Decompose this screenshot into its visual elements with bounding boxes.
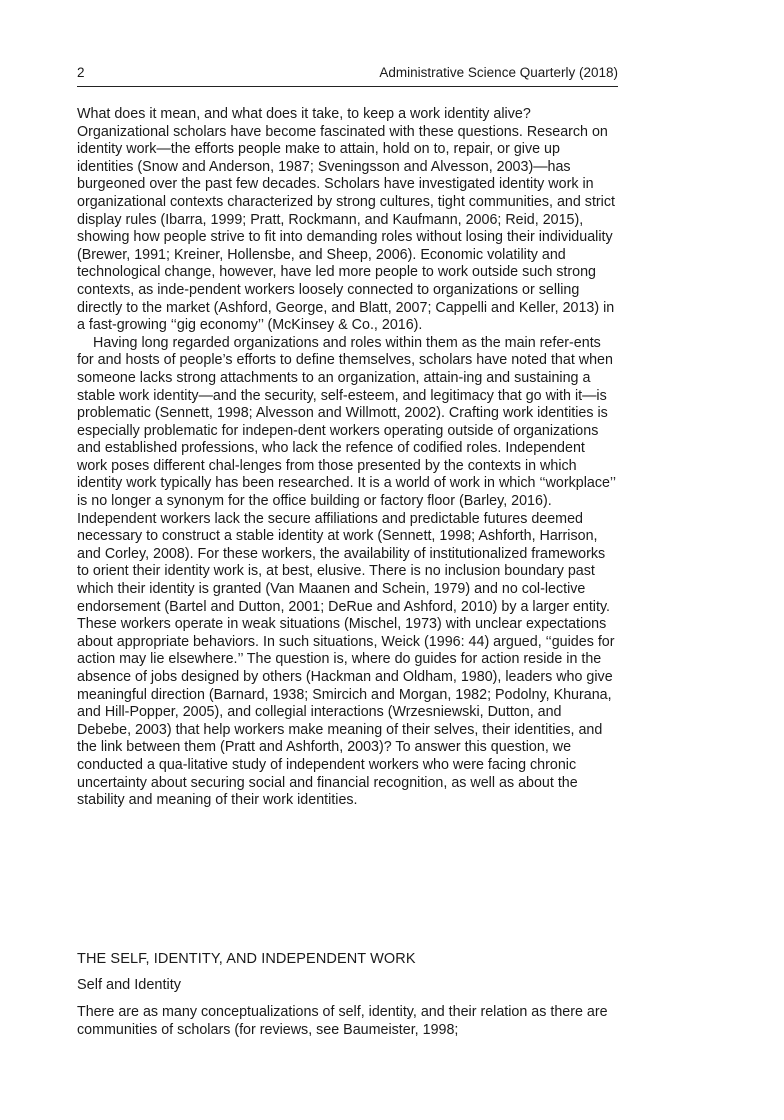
body-text xyxy=(77,106,618,810)
paragraph: Having long regarded organizations and roles within them as the main refer-ents for and hosts of people’s efforts to define themselves, scholars have noted that when someone lacks strong attachments to an organization, attain-ing and sustaining a stable work identity—and the security, self-esteem, and legitimacy that go with it—is problematic (Sennett, 1998; Alvesson and Willmott, 2002). Crafting work identities is especially problematic for indepen-dent workers operating outside of organizations and established professions, who lack the refence of codified roles. Independent work poses different chal-lenges from those presented by the contexts in which identity work typically has been researched. It is a world of work in which ‘‘workplace’’ is no longer a synonym for the office building or factory floor (Barley, 2016). Independent workers lack the secure affiliations and predictable futures deemed necessary to construct a stable identity at work (Sennett, 1998; Ashforth, Harrison, and Corley, 2008). For these workers, the availability of institutionalized frameworks to orient their identity work is, at best, elusive. There is no inclusion boundary past which their identity is granted (Van Maanen and Schein, 1979) and no col-lective endorsement (Bartel and Dutton, 2001; DeRue and Ashford, 2010) by a larger entity. These workers operate in weak situations (Mischel, 1973) with unclear expectations about appropriate behaviors. In such situations, Weick (1996: 44) argued, ‘‘guides for action may lie elsewhere.’’ The question is, where do guides for action reside in the absence of jobs designed by others (Hackman and Oldham, 1980), leaders who give meaningful direction (Barnard, 1938; Smircich and Morgan, 1982; Podolny, Khurana, and Hill-Popper, 2005), and collegial interactions (Wrzesniewski, Dutton, and Debebe, 2003) that help workers make meaning of their selves, their identities, and the link between them (Pratt and Ashforth, 2003)? To answer this question, we conducted a qua-litative study of independent workers who were facing chronic uncertainty about securing social and financial recognition, as well as about the stability and meaning of their work identities. xyxy=(77,334,616,809)
page-number: 2 xyxy=(77,65,85,80)
paragraph: What does it mean, and what does it take, to keep a work identity alive? Organizational scholars have become fascinated with these questions. Research on identity work—the efforts people make to attain, hold on to, repair, or give up identities (Snow and Anderson, 1987; Sveningsson and Alvesson, 2003)—has burgeoned over the past few decades. Scholars have investigated identity work in organizational contexts characterized by strong cultures, tight communities, and strict display rules (Ibarra, 1999; Pratt, Rockmann, and Kaufmann, 2006; Reid, 2015), showing how people strive to fit into demanding roles without losing their individuality (Brewer, 1991; Kreiner, Hollensbe, and Sheep, 2006). Economic volatility and technological change, however, have led more people to work outside such strong contexts, as inde-pendent workers loosely connected to organizations or selling directly to the market (Ashford, George, and Blatt, 2007; Cappelli and Keller, 2013) in a fast-growing ‘‘gig economy’’ (McKinsey & Co., 2016). xyxy=(77,106,615,334)
page xyxy=(77,0,618,1120)
journal-title: Administrative Science Quarterly (2018) xyxy=(379,65,618,80)
running-head xyxy=(77,64,618,87)
paragraph: There are as many conceptualizations of self, identity, and their relation as there are communities of scholars (for reviews, see Baumeister, 1998; xyxy=(77,1004,608,1038)
section-heading: THE SELF, IDENTITY, AND INDEPENDENT WORK xyxy=(77,951,416,967)
subsection-heading: Self and Identity xyxy=(77,977,181,993)
